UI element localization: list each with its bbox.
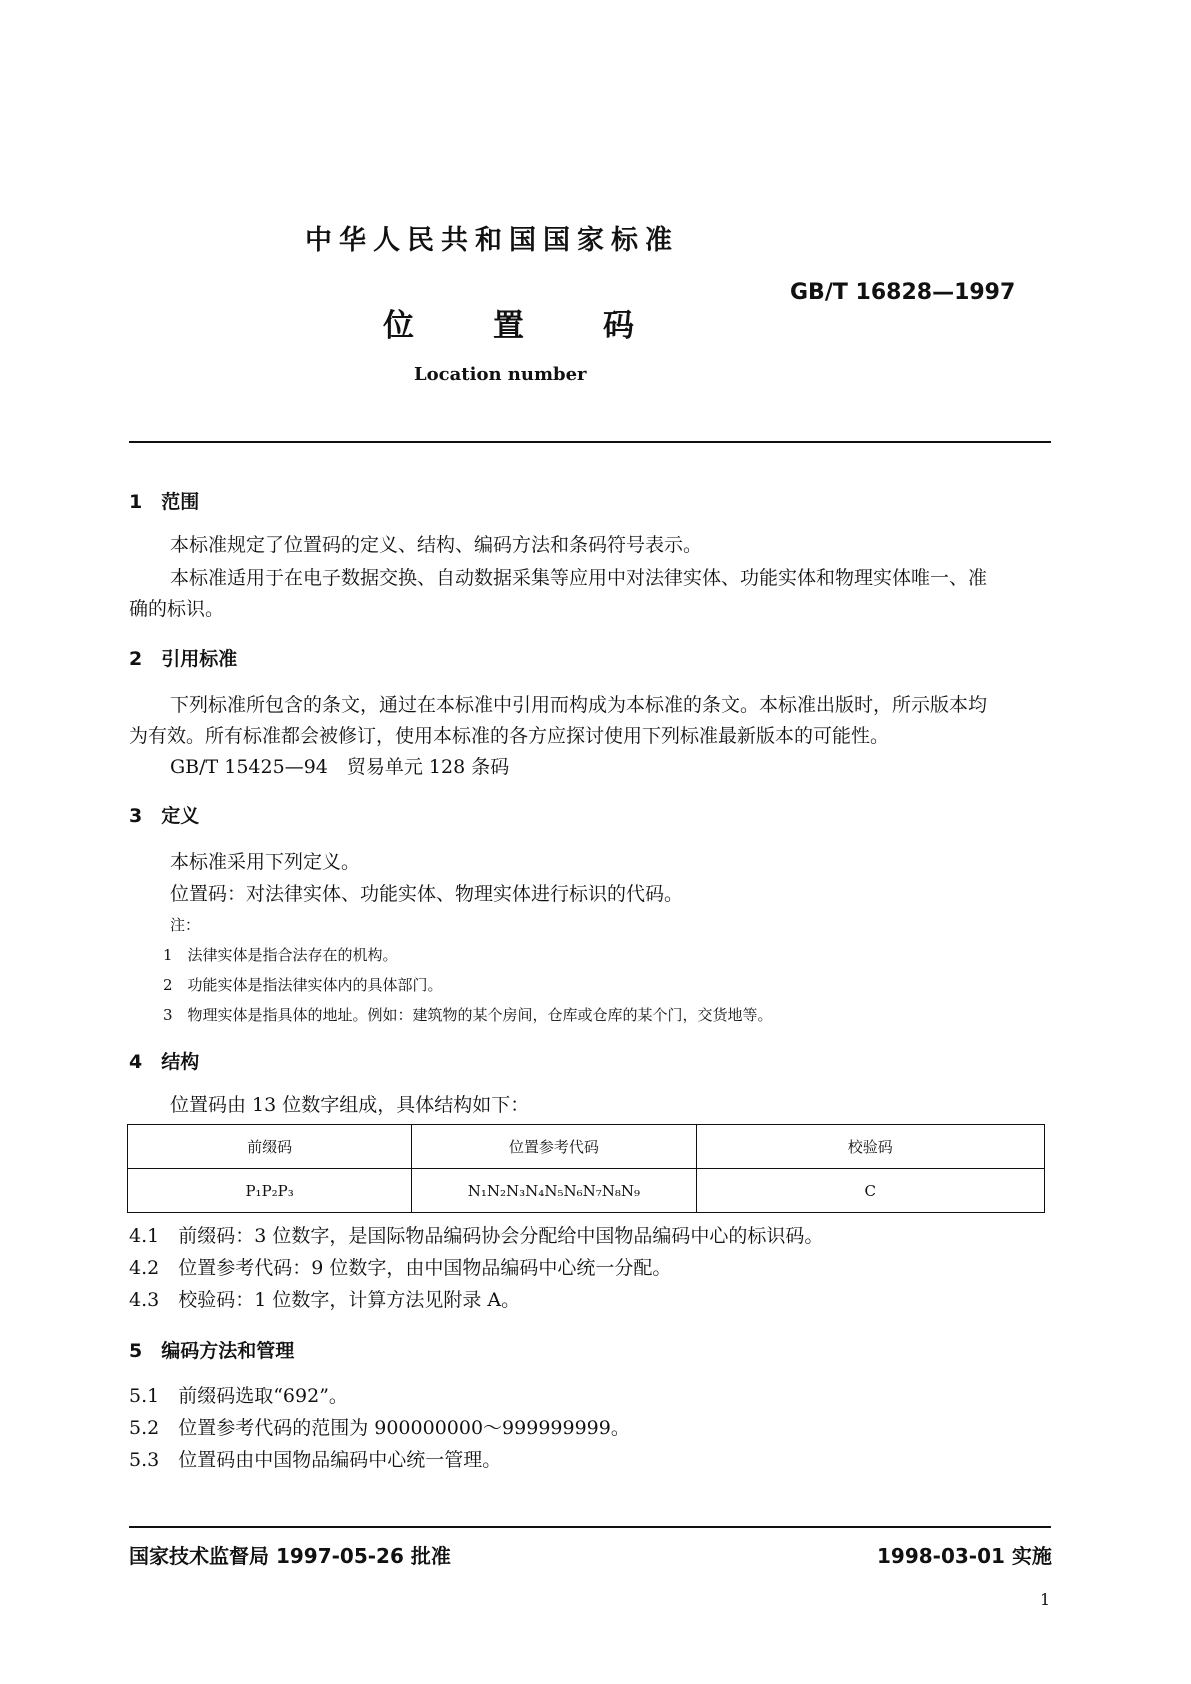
table-cell: C	[696, 1169, 1044, 1213]
section-4-item-2: 4.2 位置参考代码：9 位数字，由中国物品编码中心统一分配。	[129, 1257, 672, 1279]
implementation-date: 1998-03-01 实施	[877, 1544, 1052, 1568]
section-3-note-label: 注：	[170, 916, 201, 934]
section-3-note-3: 3 物理实体是指具体的地址。例如：建筑物的某个房间，仓库或仓库的某个门，交货地等。	[163, 1006, 773, 1024]
footer-divider	[129, 1526, 1051, 1528]
section-1-heading: 1 范围	[129, 491, 200, 513]
section-4-item-1: 4.1 前缀码：3 位数字，是国际物品编码协会分配给中国物品编码中心的标识码。	[129, 1225, 824, 1247]
section-3-definition: 位置码：对法律实体、功能实体、物理实体进行标识的代码。	[170, 883, 684, 905]
section-5-item-3: 5.3 位置码由中国物品编码中心统一管理。	[129, 1449, 502, 1471]
table-cell: N₁N₂N₃N₄N₅N₆N₇N₈N₉	[412, 1169, 696, 1213]
header-divider	[129, 441, 1051, 443]
section-5-item-2: 5.2 位置参考代码的范围为 900000000～999999999。	[129, 1417, 630, 1439]
section-2-paragraph-line-2: 为有效。所有标准都会被修订，使用本标准的各方应探讨使用下列标准最新版本的可能性。	[129, 725, 890, 747]
table-header-cell: 前缀码	[128, 1125, 412, 1169]
document-title-english: Location number	[414, 364, 587, 385]
section-5-heading: 5 编码方法和管理	[129, 1340, 295, 1362]
page-number: 1	[1040, 1590, 1051, 1609]
section-3-paragraph-1: 本标准采用下列定义。	[170, 851, 361, 873]
section-4-item-3: 4.3 校验码：1 位数字，计算方法见附录 A。	[129, 1289, 521, 1311]
section-4-heading: 4 结构	[129, 1051, 200, 1073]
section-3-heading: 3 定义	[129, 805, 200, 827]
national-standard-title: 中华人民共和国国家标准	[305, 225, 679, 256]
standard-code: GB/T 16828—1997	[790, 280, 1016, 305]
section-4-intro: 位置码由 13 位数字组成，具体结构如下：	[170, 1094, 530, 1116]
section-2-reference: GB/T 15425—94 贸易单元 128 条码	[170, 756, 510, 778]
section-3-note-2: 2 功能实体是指法律实体内的具体部门。	[163, 976, 443, 994]
section-2-paragraph-line-1: 下列标准所包含的条文，通过在本标准中引用而构成为本标准的条文。本标准出版时，所示版本均	[170, 694, 988, 716]
table-header-cell: 位置参考代码	[412, 1125, 696, 1169]
table-header-row	[128, 1125, 1045, 1169]
section-1-paragraph-1: 本标准规定了位置码的定义、结构、编码方法和条码符号表示。	[170, 534, 703, 556]
approval-statement: 国家技术监督局 1997-05-26 批准	[129, 1544, 451, 1568]
table-header-cell: 校验码	[696, 1125, 1044, 1169]
document-title: 位 置 码	[383, 308, 658, 344]
table-row	[128, 1169, 1045, 1213]
section-5-item-1: 5.1 前缀码选取“692”。	[129, 1385, 348, 1407]
table-cell: P₁P₂P₃	[128, 1169, 412, 1213]
section-1-paragraph-2-line-1: 本标准适用于在电子数据交换、自动数据采集等应用中对法律实体、功能实体和物理实体唯一、准	[170, 567, 988, 589]
section-2-heading: 2 引用标准	[129, 648, 238, 670]
structure-table	[127, 1124, 1045, 1213]
section-3-note-1: 1 法律实体是指合法存在的机构。	[163, 946, 398, 964]
section-1-paragraph-2-line-2: 确的标识。	[129, 598, 225, 620]
